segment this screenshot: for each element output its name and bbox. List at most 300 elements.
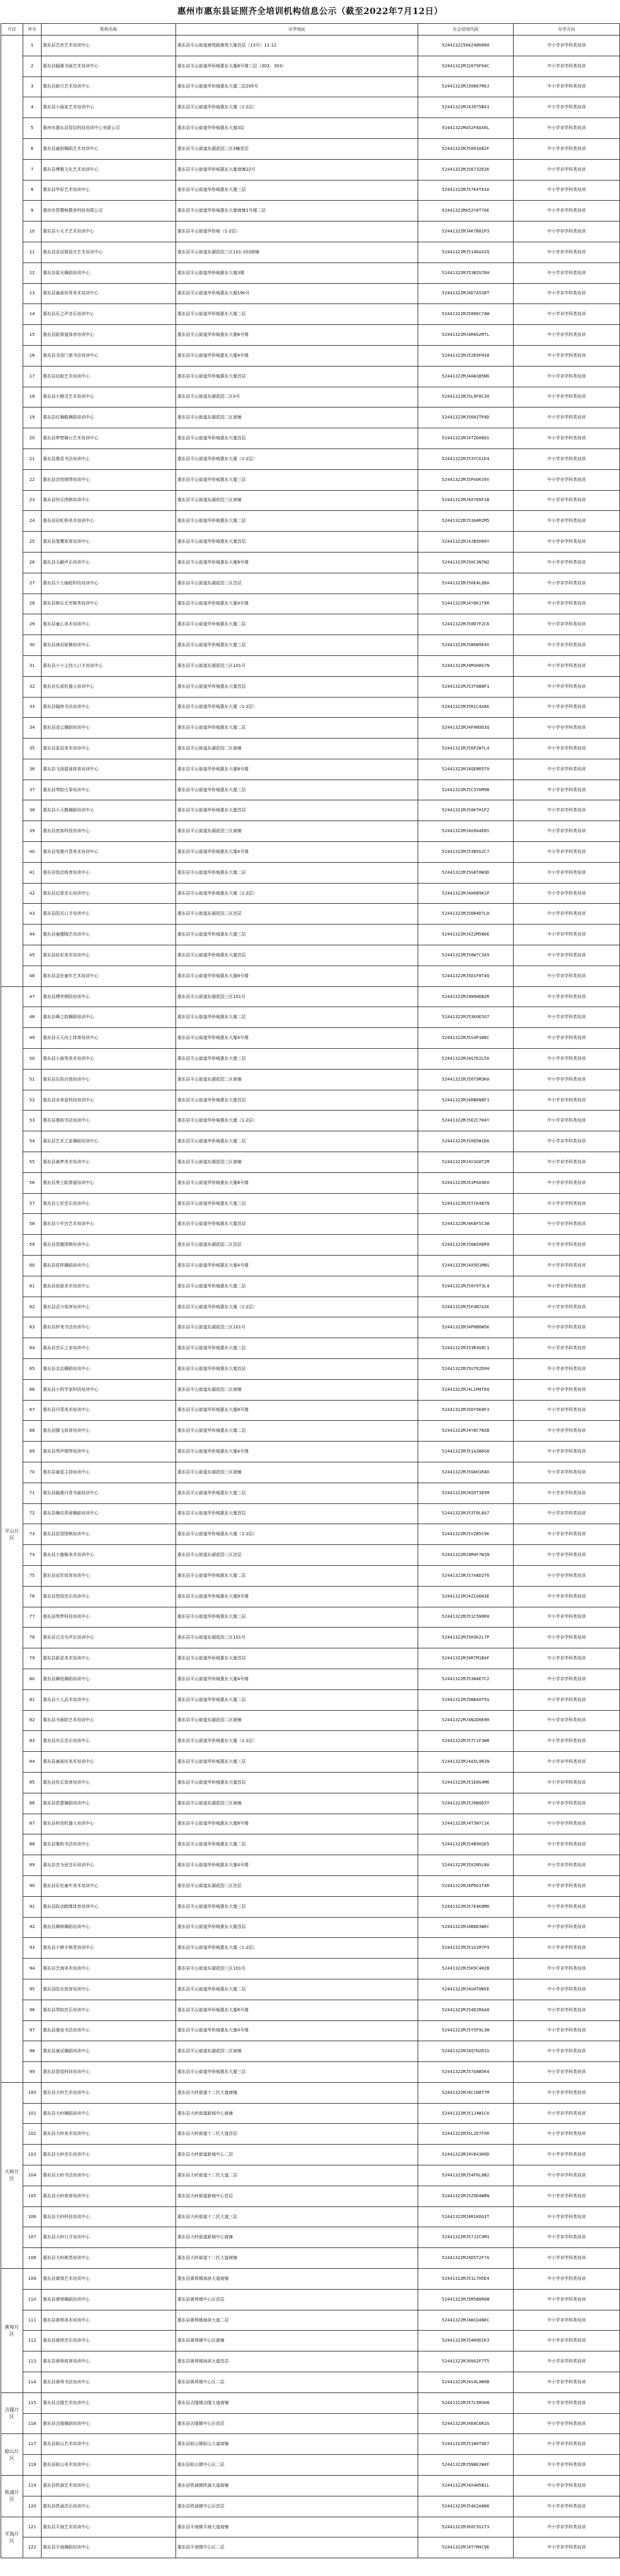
row-number-cell: 102	[23, 2124, 42, 2145]
row-number-cell: 79	[23, 1648, 42, 1669]
address-cell: 惠东县平山街道东湖花园二区首层	[176, 1235, 418, 1256]
address-cell: 惠东县平山街道华侨城惠东大厦商铺1号楼二层	[176, 201, 418, 221]
direction-cell: 中小学非学科类培训	[514, 1959, 620, 1979]
credit-code-cell: 52441322MJ4X5D1M8G	[418, 1256, 514, 1276]
table-row	[1, 2331, 620, 2351]
direction-cell: 中小学非学科类培训	[514, 2476, 620, 2496]
table-row	[1, 2082, 620, 2103]
org-name-cell: 惠东县音乐之家培训中心	[42, 1338, 176, 1359]
district-cell	[1, 35, 23, 987]
row-number-cell: 1	[23, 35, 42, 56]
credit-code-cell: 52441322MJ2079F04C	[418, 56, 514, 76]
direction-cell: 中小学非学科类培训	[514, 1689, 620, 1710]
address-cell: 惠东县平山街道华侨城惠东大厦二层	[176, 1565, 418, 1586]
row-number-cell: 61	[23, 1276, 42, 1297]
address-cell: 惠东县平山街道华侨城惠东大厦二层	[176, 718, 418, 739]
table-row	[1, 1545, 620, 1566]
address-cell: 惠东县平山街道华侨城惠东大厦4号楼	[176, 1028, 418, 1049]
credit-code-cell: 52441322MJ5E2C7H4Y	[418, 1111, 514, 1131]
table-row	[1, 1379, 620, 1400]
address-cell: 惠东县平山街道华侨城惠东大厦8号楼	[176, 966, 418, 986]
org-name-cell: 惠东县新月艺术培训中心	[42, 76, 176, 97]
address-cell: 惠东县平山街道华侨城惠东大厦（1-2层）	[176, 883, 418, 904]
address-cell: 惠东县平山街道华侨城惠东大厦4号楼	[176, 1256, 418, 1276]
direction-cell: 中小学非学科类培训	[514, 2103, 620, 2124]
direction-cell: 中小学非学科类培训	[514, 842, 620, 863]
org-name-cell: 惠东县妙笔书法培训中心	[42, 1317, 176, 1338]
credit-code-cell: 52441322MJ5L9F8C30	[418, 387, 514, 408]
row-number-cell: 50	[23, 1049, 42, 1070]
table-row	[1, 1359, 620, 1380]
row-number-cell: 30	[23, 635, 42, 656]
address-cell: 惠东县平山街道华侨城惠东大厦二层	[176, 1131, 418, 1152]
direction-cell: 中小学非学科类培训	[514, 1317, 620, 1338]
org-name-cell: 惠东县童话舞蹈培训中心	[42, 2041, 176, 2062]
credit-code-cell: 52441322MJ51A2W6G8	[418, 1442, 514, 1462]
address-cell: 惠东县平山街道华侨城惠东大厦4号楼	[176, 2020, 418, 2041]
credit-code-cell: 52441322MJ51G1M7F9	[418, 1938, 514, 1959]
row-number-cell: 31	[23, 655, 42, 676]
direction-cell: 中小学非学科类培训	[514, 35, 620, 56]
direction-cell: 中小学非学科类培训	[514, 1545, 620, 1566]
address-cell: 惠东县平山街道华侨城惠东大厦三层	[176, 1896, 418, 1917]
table-row	[1, 2455, 620, 2476]
direction-cell: 中小学非学科类培训	[514, 180, 620, 201]
row-number-cell: 86	[23, 1793, 42, 1814]
address-cell: 惠东县平山街道华侨城惠东大厦（1-2层）	[176, 1938, 418, 1959]
table-row	[1, 366, 620, 387]
table-row	[1, 2289, 620, 2310]
direction-cell: 中小学非学科类培训	[514, 635, 620, 656]
direction-cell: 中小学非学科类培训	[514, 655, 620, 676]
row-number-cell: 96	[23, 2000, 42, 2020]
row-number-cell: 69	[23, 1442, 42, 1462]
row-number-cell: 101	[23, 2103, 42, 2124]
row-number-cell: 38	[23, 800, 42, 821]
org-name-cell: 惠东县乐之声音乐培训中心	[42, 304, 176, 325]
org-name-cell: 惠东县梦想舞台艺术培训中心	[42, 428, 176, 449]
credit-code-cell: 52441322MJ5146AX2Q	[418, 242, 514, 262]
org-name-cell: 惠东县炫彩美术培训中心	[42, 945, 176, 966]
address-cell: 惠东县平山街道东湖花园二区4号	[176, 387, 418, 408]
row-number-cell: 103	[23, 2145, 42, 2165]
address-cell: 惠东县平山街道东湖花园三区商铺	[176, 1152, 418, 1173]
row-number-cell: 57	[23, 1193, 42, 1214]
address-cell: 惠东县平山街道华侨城惠东大厦（1-2层）	[176, 1731, 418, 1752]
address-cell: 惠东县平山街道东湖花园二区商铺	[176, 2041, 418, 2062]
address-cell: 惠东县平山街道东湖花园三区101号	[176, 1317, 418, 1338]
row-number-cell: 77	[23, 1607, 42, 1628]
credit-code-cell: 52441322MJ50Y9T3L4	[418, 1276, 514, 1297]
org-name-cell: 惠东县小精灵艺术培训中心	[42, 387, 176, 408]
address-cell: 惠东县平山街道华侨城惠东大厦（1-2层）	[176, 449, 418, 469]
credit-code-cell: 52441322MJ51L7H5E4	[418, 2269, 514, 2290]
direction-cell: 中小学非学科类培训	[514, 1338, 620, 1359]
address-cell: 惠东县平山街道东湖花园二区首层	[176, 1875, 418, 1896]
address-cell: 惠东县平山街道华侨城惠东大厦三层	[176, 780, 418, 800]
table-row	[1, 262, 620, 283]
org-name-cell: 惠东县大岭棋类培训中心	[42, 2248, 176, 2269]
row-number-cell: 51	[23, 1069, 42, 1090]
address-cell: 惠东县平山街道华侨城惠东大厦首层	[176, 800, 418, 821]
direction-cell: 中小学非学科类培训	[514, 1669, 620, 1689]
direction-cell: 中小学非学科类培训	[514, 387, 620, 408]
org-name-cell: 惠州市惠东县智启科技培训中心有限公司	[42, 118, 176, 139]
org-name-cell: 惠东县书香门第书法培训中心	[42, 345, 176, 366]
row-number-cell: 98	[23, 2041, 42, 2062]
header-org-name: 机构名称	[42, 24, 176, 35]
table-row	[1, 1855, 620, 1876]
table-row	[1, 883, 620, 904]
table-row	[1, 2020, 620, 2041]
credit-code-cell: 52441322MJ5Y5F9L3W	[418, 2020, 514, 2041]
row-number-cell: 110	[23, 2289, 42, 2310]
table-row	[1, 2413, 620, 2434]
table-row	[1, 2227, 620, 2248]
table-row	[1, 1938, 620, 1959]
direction-cell: 中小学非学科类培训	[514, 428, 620, 449]
row-number-cell: 25	[23, 532, 42, 553]
row-number-cell: 44	[23, 925, 42, 945]
table-row	[1, 325, 620, 346]
row-number-cell: 41	[23, 862, 42, 883]
direction-cell: 中小学非学科类培训	[514, 2455, 620, 2476]
address-cell: 惠东县平山街道华侨城惠东大厦三层	[176, 1049, 418, 1070]
table-row	[1, 1875, 620, 1896]
direction-cell: 中小学非学科类培训	[514, 2082, 620, 2103]
credit-code-cell: 52441322MJ54H9D1K3	[418, 2331, 514, 2351]
table-row	[1, 35, 620, 56]
credit-code-cell: 52441322MJ4W1G4N6C	[418, 2310, 514, 2331]
header-address: 办学地址	[176, 24, 418, 35]
address-cell: 惠东县平山街道华侨城惠东大厦8号楼	[176, 325, 418, 346]
credit-code-cell: 52441322MJ50W7C3A9	[418, 945, 514, 966]
org-name-cell: 惠东县童韵舞蹈艺术培训中心	[42, 138, 176, 159]
direction-cell: 中小学非学科类培训	[514, 1359, 620, 1380]
credit-code-cell: 52441322MJ5J6B0D3T	[418, 1793, 514, 1814]
table-row	[1, 511, 620, 532]
address-cell: 惠东县平山街道华侨城惠东大厦三层	[176, 635, 418, 656]
credit-code-cell: 52441322MJ4Q7H2D1G	[418, 2041, 514, 2062]
credit-code-cell: 91441322MA52F8AX0L	[418, 118, 514, 139]
direction-cell: 中小学非学科类培训	[514, 1256, 620, 1276]
address-cell: 惠东县大岭街道新城中心商铺	[176, 2227, 418, 2248]
credit-code-cell: 52441322MJ4N9H6B2R	[418, 986, 514, 1007]
table-row	[1, 1256, 620, 1276]
org-name-cell: 惠东县快乐围棋培训中心	[42, 490, 176, 511]
credit-code-cell: 52441322MJ53K0E5G7	[418, 1007, 514, 1028]
row-number-cell: 117	[23, 2434, 42, 2455]
row-number-cell: 63	[23, 1317, 42, 1338]
row-number-cell: 68	[23, 1421, 42, 1442]
table-row	[1, 904, 620, 925]
org-name-cell: 惠东县律动街舞培训中心	[42, 635, 176, 656]
credit-code-cell: 52441322MJ43975B41	[418, 97, 514, 118]
table-row	[1, 1193, 620, 1214]
address-cell: 惠东县平山街道华侨城惠东大厦4号楼	[176, 345, 418, 366]
address-cell: 惠东县平山街道华侨城惠东大厦三层	[176, 1193, 418, 1214]
credit-code-cell: 52441322MJ56H2TP4D	[418, 408, 514, 428]
org-name-cell: 惠东县大岭舞蹈培训中心	[42, 2103, 176, 2124]
direction-cell: 中小学非学科类培训	[514, 2206, 620, 2227]
row-number-cell: 84	[23, 1752, 42, 1773]
credit-code-cell: 52441322MJ4R7M1B4F	[418, 1648, 514, 1669]
table-row	[1, 2062, 620, 2083]
address-cell: 惠东县平山街道东湖花园三区商铺	[176, 821, 418, 842]
credit-code-cell: 52441322MJ4S4L0W9B	[418, 2372, 514, 2393]
org-name-cell: 惠东县大岭美术培训中心	[42, 2124, 176, 2145]
row-number-cell: 23	[23, 490, 42, 511]
credit-code-cell: 52441322MJ54B9H2E5	[418, 1834, 514, 1855]
direction-cell: 中小学非学科类培训	[514, 1979, 620, 2000]
direction-cell: 中小学非学科类培训	[514, 1421, 620, 1442]
table-row	[1, 1565, 620, 1586]
direction-cell: 中小学非学科类培训	[514, 2186, 620, 2206]
header-direction: 办学方向	[514, 24, 620, 35]
table-row	[1, 2496, 620, 2517]
row-number-cell: 81	[23, 1689, 42, 1710]
row-number-cell: 58	[23, 1214, 42, 1235]
table-row	[1, 1524, 620, 1545]
table-row	[1, 1689, 620, 1710]
org-name-cell: 惠东县博雅文化艺术培训中心	[42, 159, 176, 180]
org-name-cell: 惠东县金话筒语言艺术培训中心	[42, 242, 176, 262]
table-row	[1, 1483, 620, 1503]
table-row	[1, 1090, 620, 1111]
org-name-cell: 惠东县智趣围棋培训中心	[42, 1235, 176, 1256]
org-name-cell: 惠东县凌云舞蹈培训中心	[42, 718, 176, 739]
row-number-cell: 43	[23, 904, 42, 925]
row-number-cell: 19	[23, 408, 42, 428]
org-name-cell: 惠东县舞悦舞蹈培训中心	[42, 1669, 176, 1689]
direction-cell: 中小学非学科类培训	[514, 1214, 620, 1235]
org-name-cell: 惠东县琴韵古筝培训中心	[42, 780, 176, 800]
credit-code-cell: 52441322MJ4P0B6W5K	[418, 1317, 514, 1338]
table-row	[1, 304, 620, 325]
address-cell: 惠东县平山街道华侨城惠东大厦8号楼	[176, 1400, 418, 1421]
direction-cell: 中小学非学科类培训	[514, 2310, 620, 2331]
address-cell: 惠东县平山街道华侨城惠东大厦三层	[176, 1338, 418, 1359]
row-number-cell: 91	[23, 1896, 42, 1917]
direction-cell: 中小学非学科类培训	[514, 2331, 620, 2351]
direction-cell: 中小学非学科类培训	[514, 2517, 620, 2537]
row-number-cell: 76	[23, 1586, 42, 1607]
row-number-cell: 24	[23, 511, 42, 532]
direction-cell: 中小学非学科类培训	[514, 1297, 620, 1317]
address-cell: 惠东县平山街道华侨城惠东大厦8号楼	[176, 552, 418, 573]
table-row	[1, 138, 620, 159]
direction-cell: 中小学非学科类培训	[514, 718, 620, 739]
table-row	[1, 449, 620, 469]
direction-cell: 中小学非学科类培训	[514, 1628, 620, 1648]
credit-code-cell: 52441322MJ5T1K4B7N	[418, 1193, 514, 1214]
address-cell: 惠东县平山街道华侨城惠东大厦（1-2层）	[176, 1111, 418, 1131]
direction-cell: 中小学非学科类培训	[514, 1586, 620, 1607]
table-row	[1, 1462, 620, 1483]
credit-code-cell: 52441322MJ5X2N5L8A	[418, 1855, 514, 1876]
org-name-cell: 惠东县艺术之星舞蹈培训中心	[42, 1131, 176, 1152]
table-row	[1, 1317, 620, 1338]
row-number-cell: 56	[23, 1172, 42, 1193]
org-name-cell: 惠东县跆拳道体育培训中心	[42, 325, 176, 346]
credit-code-cell: 52441322MJ5PA0K39V	[418, 469, 514, 490]
org-name-cell: 惠东县金色童年艺术培训中心	[42, 966, 176, 986]
table-row	[1, 718, 620, 739]
org-name-cell: 惠东县跃动跳绳体育培训中心	[42, 1896, 176, 1917]
row-number-cell: 93	[23, 1938, 42, 1959]
row-number-cell: 21	[23, 449, 42, 469]
direction-cell: 中小学非学科类培训	[514, 945, 620, 966]
credit-code-cell: 52441322MJ30867R6J	[418, 76, 514, 97]
row-number-cell: 53	[23, 1111, 42, 1131]
credit-code-cell: 52441322MJ57K4T63A	[418, 180, 514, 201]
address-cell: 惠东县平海镇平海大道商铺	[176, 2517, 418, 2537]
credit-code-cell: 52441322MJ5H3K2L7P	[418, 1628, 514, 1648]
org-name-cell: 惠东县铁涌音乐培训中心	[42, 2496, 176, 2517]
row-number-cell: 40	[23, 842, 42, 863]
header-number: 序号	[23, 24, 42, 35]
table-row	[1, 1979, 620, 2000]
org-name-cell: 惠东县童星主持培训中心	[42, 1462, 176, 1483]
org-name-cell: 惠东县笔墨丹青美术培训中心	[42, 842, 176, 863]
direction-cell: 中小学非学科类培训	[514, 1193, 620, 1214]
table-row	[1, 283, 620, 304]
address-cell: 惠东县平山街道东湖花园三区101-103商铺	[176, 242, 418, 262]
org-name-cell: 惠东县腾飞体育培训中心	[42, 1421, 176, 1442]
credit-code-cell: 52441322MJ4Y8C7N2B	[418, 1421, 514, 1442]
credit-code-cell: 52441322MJ5U7E2D9H	[418, 1359, 514, 1380]
table-row	[1, 966, 620, 986]
row-number-cell: 5	[23, 118, 42, 139]
page-title: 惠州市惠东县证照齐全培训机构信息公示（截至2022年7月12日）	[177, 7, 443, 17]
address-cell: 惠东县平山街道华侨城惠东大厦4号楼	[176, 1442, 418, 1462]
credit-code-cell: 52441322MJ4Z2M5N6E	[418, 925, 514, 945]
table-row	[1, 2310, 620, 2331]
org-name-cell: 惠东县墨韵书法培训中心	[42, 1111, 176, 1131]
credit-code-cell: 52441322MJ4T2D08GS	[418, 428, 514, 449]
table-row	[1, 759, 620, 780]
credit-code-cell: 52441322MJ4K8F5C3W	[418, 1214, 514, 1235]
credit-code-cell: 52441322MJ56R4D7L8	[418, 904, 514, 925]
org-name-cell: 惠东县悦动体育培训中心	[42, 862, 176, 883]
credit-code-cell: 52441322MJ51E8G4M6	[418, 1772, 514, 1793]
org-name-cell: 惠东县琴韵音乐培训中心	[42, 2000, 176, 2020]
row-number-cell: 16	[23, 345, 42, 366]
credit-code-cell: 52441322MJ57C1F3W8	[418, 1731, 514, 1752]
row-number-cell: 37	[23, 780, 42, 800]
direction-cell: 中小学非学科类培训	[514, 2227, 620, 2248]
table-row	[1, 2351, 620, 2372]
org-name-cell: 惠东县小天鹅舞蹈培训中心	[42, 800, 176, 821]
direction-cell: 中小学非学科类培训	[514, 2248, 620, 2269]
direction-cell: 中小学非学科类培训	[514, 1875, 620, 1896]
row-number-cell: 55	[23, 1152, 42, 1173]
org-name-cell: 惠东县启智围棋培训中心	[42, 1524, 176, 1545]
table-row	[1, 2124, 620, 2145]
table-row	[1, 2206, 620, 2227]
org-name-cell: 惠东县天籁声乐培训中心	[42, 552, 176, 573]
table-row	[1, 1648, 620, 1669]
org-name-cell: 惠东县新星美术培训中心	[42, 1648, 176, 1669]
table-row	[1, 1586, 620, 1607]
table-row	[1, 201, 620, 221]
direction-cell: 中小学非学科类培训	[514, 1710, 620, 1731]
header-district: 片区	[1, 24, 23, 35]
credit-code-cell: 52441322MJ4M3H0G7N	[418, 655, 514, 676]
direction-cell: 中小学非学科类培训	[514, 76, 620, 97]
org-name-cell: 惠东县童梦美术培训中心	[42, 1152, 176, 1173]
row-number-cell: 4	[23, 97, 42, 118]
credit-code-cell: 52441322MJ51J4W1C6	[418, 2103, 514, 2124]
org-name-cell: 惠东县童画坊美术培训中心	[42, 1752, 176, 1773]
table-row	[1, 2165, 620, 2186]
credit-code-cell: 52441322MJ50K7H1F2	[418, 800, 514, 821]
row-number-cell: 71	[23, 1483, 42, 1503]
row-number-cell: 92	[23, 1917, 42, 1938]
org-name-cell: 惠东县少儿编程科技培训中心	[42, 573, 176, 594]
row-number-cell: 100	[23, 2082, 42, 2103]
row-number-cell: 13	[23, 283, 42, 304]
table-row	[1, 1235, 620, 1256]
credit-code-cell: 91441322MA52Y8T70E	[418, 201, 514, 221]
row-number-cell: 121	[23, 2517, 42, 2537]
direction-cell: 中小学非学科类培训	[514, 1524, 620, 1545]
org-name-cell: 惠东县翰墨书画艺术培训中心	[42, 56, 176, 76]
district-cell: 吉隆片区	[1, 2392, 23, 2434]
direction-cell: 中小学非学科类培训	[514, 780, 620, 800]
address-cell: 惠东县平山街道华侨城惠东大厦三层	[176, 1752, 418, 1773]
org-name-cell: 惠东县花样舞蹈培训中心	[42, 1256, 176, 1276]
address-cell: 惠东县平山街道华侨城惠东大厦二层	[176, 1007, 418, 1028]
address-cell: 惠东县平山街道华侨城惠东大厦二层	[176, 1979, 418, 2000]
org-name-cell: 惠东县稔山美术培训中心	[42, 2455, 176, 2476]
direction-cell: 中小学非学科类培训	[514, 739, 620, 759]
credit-code-cell: 52441322MJ56T9M3K0	[418, 1069, 514, 1090]
direction-cell: 中小学非学科类培训	[514, 925, 620, 945]
direction-cell: 中小学非学科类培训	[514, 97, 620, 118]
table-row	[1, 573, 620, 594]
org-name-cell: 惠东县百灵鸟声乐培训中心	[42, 1628, 176, 1648]
direction-cell: 中小学非学科类培训	[514, 1938, 620, 1959]
table-body	[1, 35, 620, 2558]
address-cell: 惠东县平山街道东湖花园二区3幢首层	[176, 138, 418, 159]
direction-cell: 中小学非学科类培训	[514, 1028, 620, 1049]
direction-cell: 中小学非学科类培训	[514, 1069, 620, 1090]
address-cell: 惠东县平山街道华侨城惠东大厦二层	[176, 1276, 418, 1297]
direction-cell: 中小学非学科类培训	[514, 2000, 620, 2020]
address-cell: 惠东县平山街道东湖花园二区商铺	[176, 1069, 418, 1090]
address-cell: 惠东县吉隆镇中心区首层	[176, 2413, 418, 2434]
org-name-cell: 惠东县筑梦科技培训中心	[42, 1607, 176, 1628]
direction-cell: 中小学非学科类培训	[514, 1565, 620, 1586]
row-number-cell: 60	[23, 1256, 42, 1276]
credit-code-cell: 52441322MJ56P2W7L4	[418, 739, 514, 759]
org-name-cell: 惠东县大岭艺术培训中心	[42, 2082, 176, 2103]
credit-code-cell: 52441322MJ5L2E7F5R	[418, 2124, 514, 2145]
org-name-cell: 惠东县大岭口才培训中心	[42, 2227, 176, 2248]
credit-code-cell: 52441322MJ53P6A9E0	[418, 1172, 514, 1193]
district-cell: 大岭片区	[1, 2082, 23, 2268]
row-number-cell: 17	[23, 366, 42, 387]
row-number-cell: 106	[23, 2206, 42, 2227]
table-row	[1, 1793, 620, 1814]
address-cell: 惠东县平山街道华侨城惠东大厦3层	[176, 118, 418, 139]
org-name-cell: 惠东县智造科技培训中心	[42, 2062, 176, 2083]
credit-code-cell: 52441322MJ50Q5W1D6	[418, 1131, 514, 1152]
address-cell: 惠东县大岭街道十二托大道二层	[176, 2165, 418, 2186]
org-name-cell: 惠东县小画笔美术培训中心	[42, 1049, 176, 1070]
credit-code-cell: 52441322MJ4C1N8T7M	[418, 2082, 514, 2103]
